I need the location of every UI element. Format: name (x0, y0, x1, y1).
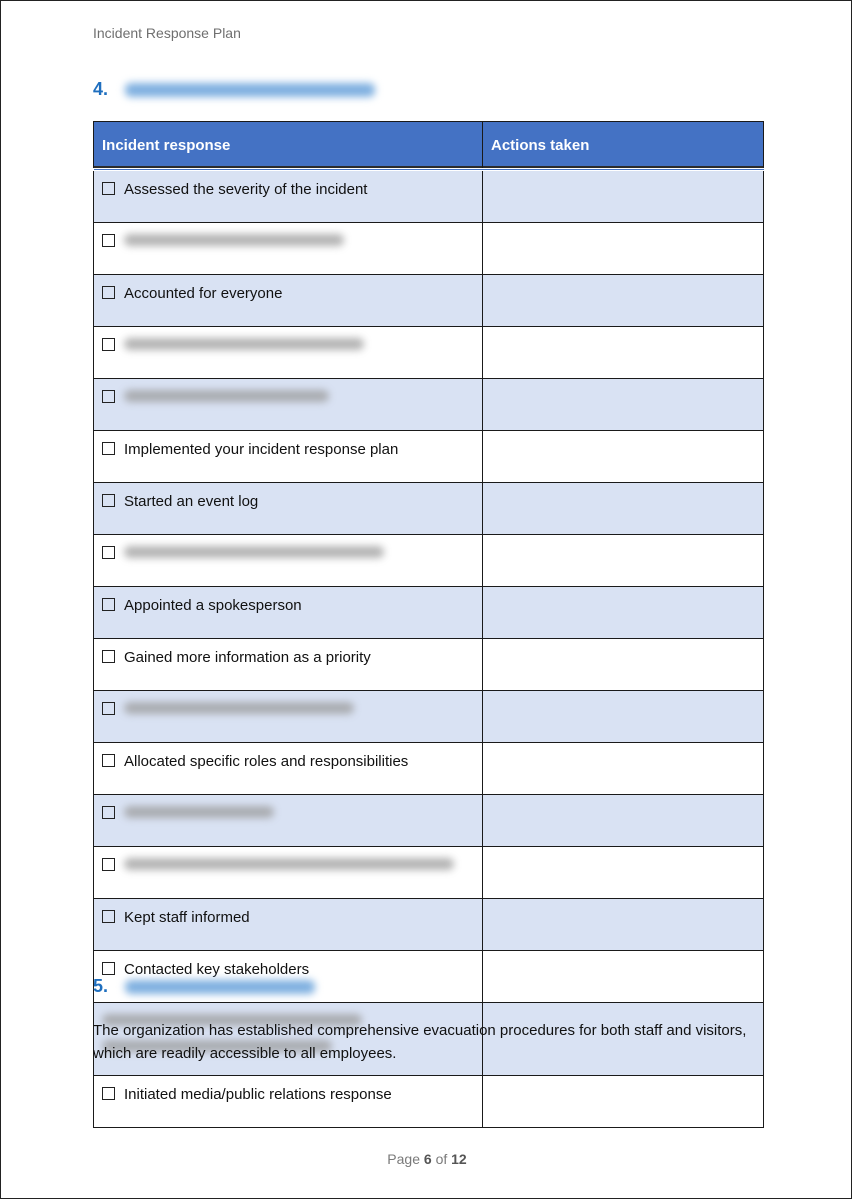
checkbox[interactable] (102, 858, 115, 871)
checklist-item-label: Contacted key stakeholders (124, 961, 310, 978)
actions-taken-cell[interactable] (483, 483, 764, 535)
evacuation-paragraph: The organization has established comprehensive evacuation procedures for both staff and visitors, which are readily accessible to all employees. (93, 1022, 747, 1062)
actions-taken-cell[interactable] (483, 170, 764, 223)
page-label: Page (387, 1151, 420, 1167)
actions-taken-cell[interactable] (483, 275, 764, 327)
table-row (94, 639, 764, 691)
actions-taken-cell[interactable] (483, 223, 764, 275)
table-row (94, 379, 764, 431)
table-row (94, 691, 764, 743)
redacted-section-title (125, 83, 375, 97)
page-footer (1, 1151, 852, 1167)
column-header-incident-response: Incident response (94, 122, 483, 170)
redacted-item-text (124, 390, 329, 402)
redacted-item-text (124, 338, 364, 350)
redacted-item-text (124, 702, 354, 714)
checklist-item-label: Kept staff informed (124, 909, 250, 926)
incident-response-cell (94, 587, 483, 639)
table-row (94, 327, 764, 379)
redacted-item-text (124, 858, 454, 870)
checkbox[interactable] (102, 494, 115, 507)
actions-taken-cell[interactable] (483, 1076, 764, 1128)
checklist-item-label: Implemented your incident response plan (124, 441, 399, 458)
redacted-item-text (124, 806, 274, 818)
incident-response-cell (94, 691, 483, 743)
checkbox[interactable] (102, 286, 115, 299)
actions-taken-cell[interactable] (483, 535, 764, 587)
checklist-item-label: Started an event log (124, 493, 259, 510)
actions-taken-cell[interactable] (483, 639, 764, 691)
checkbox[interactable] (102, 962, 115, 975)
incident-response-cell (94, 275, 483, 327)
incident-response-cell (94, 170, 483, 223)
page-of-label: of (435, 1151, 448, 1167)
table-row (94, 1076, 764, 1128)
table-row (94, 223, 764, 275)
checkbox[interactable] (102, 806, 115, 819)
actions-taken-cell[interactable] (483, 951, 764, 1003)
actions-taken-cell[interactable] (483, 379, 764, 431)
table-row (94, 170, 764, 223)
section-number: 4. (93, 79, 109, 99)
checkbox[interactable] (102, 234, 115, 247)
incident-response-cell (94, 639, 483, 691)
table-header-row (94, 122, 764, 170)
checklist-item-label: Assessed the severity of the incident (124, 181, 368, 198)
total-page-count: 12 (451, 1151, 467, 1167)
checklist-item-label: Initiated media/public relations response (124, 1086, 392, 1103)
checkbox[interactable] (102, 182, 115, 195)
running-header: Incident Response Plan (93, 25, 241, 41)
section-number: 5. (93, 976, 109, 996)
incident-response-cell (94, 223, 483, 275)
table-row (94, 899, 764, 951)
table-row (94, 743, 764, 795)
actions-taken-cell[interactable] (483, 899, 764, 951)
actions-taken-cell[interactable] (483, 847, 764, 899)
table-row (94, 535, 764, 587)
checkbox[interactable] (102, 650, 115, 663)
current-page-number: 6 (423, 1151, 432, 1167)
table-row (94, 587, 764, 639)
table-row (94, 431, 764, 483)
redacted-section-title (125, 980, 315, 994)
table-row (94, 275, 764, 327)
checkbox[interactable] (102, 910, 115, 923)
checkbox[interactable] (102, 754, 115, 767)
actions-taken-cell[interactable] (483, 691, 764, 743)
incident-response-cell (94, 743, 483, 795)
incident-response-cell (94, 379, 483, 431)
redacted-item-text (124, 546, 384, 558)
section-heading-4 (93, 79, 375, 100)
redacted-item-text (124, 234, 344, 246)
checkbox[interactable] (102, 1087, 115, 1100)
section-heading-5 (93, 976, 315, 997)
checklist-item-label: Accounted for everyone (124, 285, 283, 302)
incident-response-cell (94, 483, 483, 535)
checkbox[interactable] (102, 442, 115, 455)
table-row (94, 795, 764, 847)
table-row (94, 847, 764, 899)
checkbox[interactable] (102, 390, 115, 403)
checkbox[interactable] (102, 546, 115, 559)
checkbox[interactable] (102, 702, 115, 715)
checkbox[interactable] (102, 338, 115, 351)
table-row (94, 483, 764, 535)
actions-taken-cell[interactable] (483, 327, 764, 379)
incident-response-cell (94, 1076, 483, 1128)
incident-response-cell (94, 847, 483, 899)
actions-taken-cell[interactable] (483, 431, 764, 483)
actions-taken-cell[interactable] (483, 795, 764, 847)
incident-response-cell (94, 899, 483, 951)
column-header-actions-taken: Actions taken (483, 122, 764, 170)
actions-taken-cell[interactable] (483, 743, 764, 795)
checklist-item-label: Appointed a spokesperson (124, 597, 302, 614)
checklist-item-label: Allocated specific roles and responsibilities (124, 753, 409, 770)
checklist-item-label: Gained more information as a priority (124, 649, 371, 666)
incident-response-cell (94, 535, 483, 587)
incident-response-cell (94, 431, 483, 483)
incident-response-cell (94, 795, 483, 847)
checkbox[interactable] (102, 598, 115, 611)
incident-response-cell (94, 327, 483, 379)
actions-taken-cell[interactable] (483, 587, 764, 639)
